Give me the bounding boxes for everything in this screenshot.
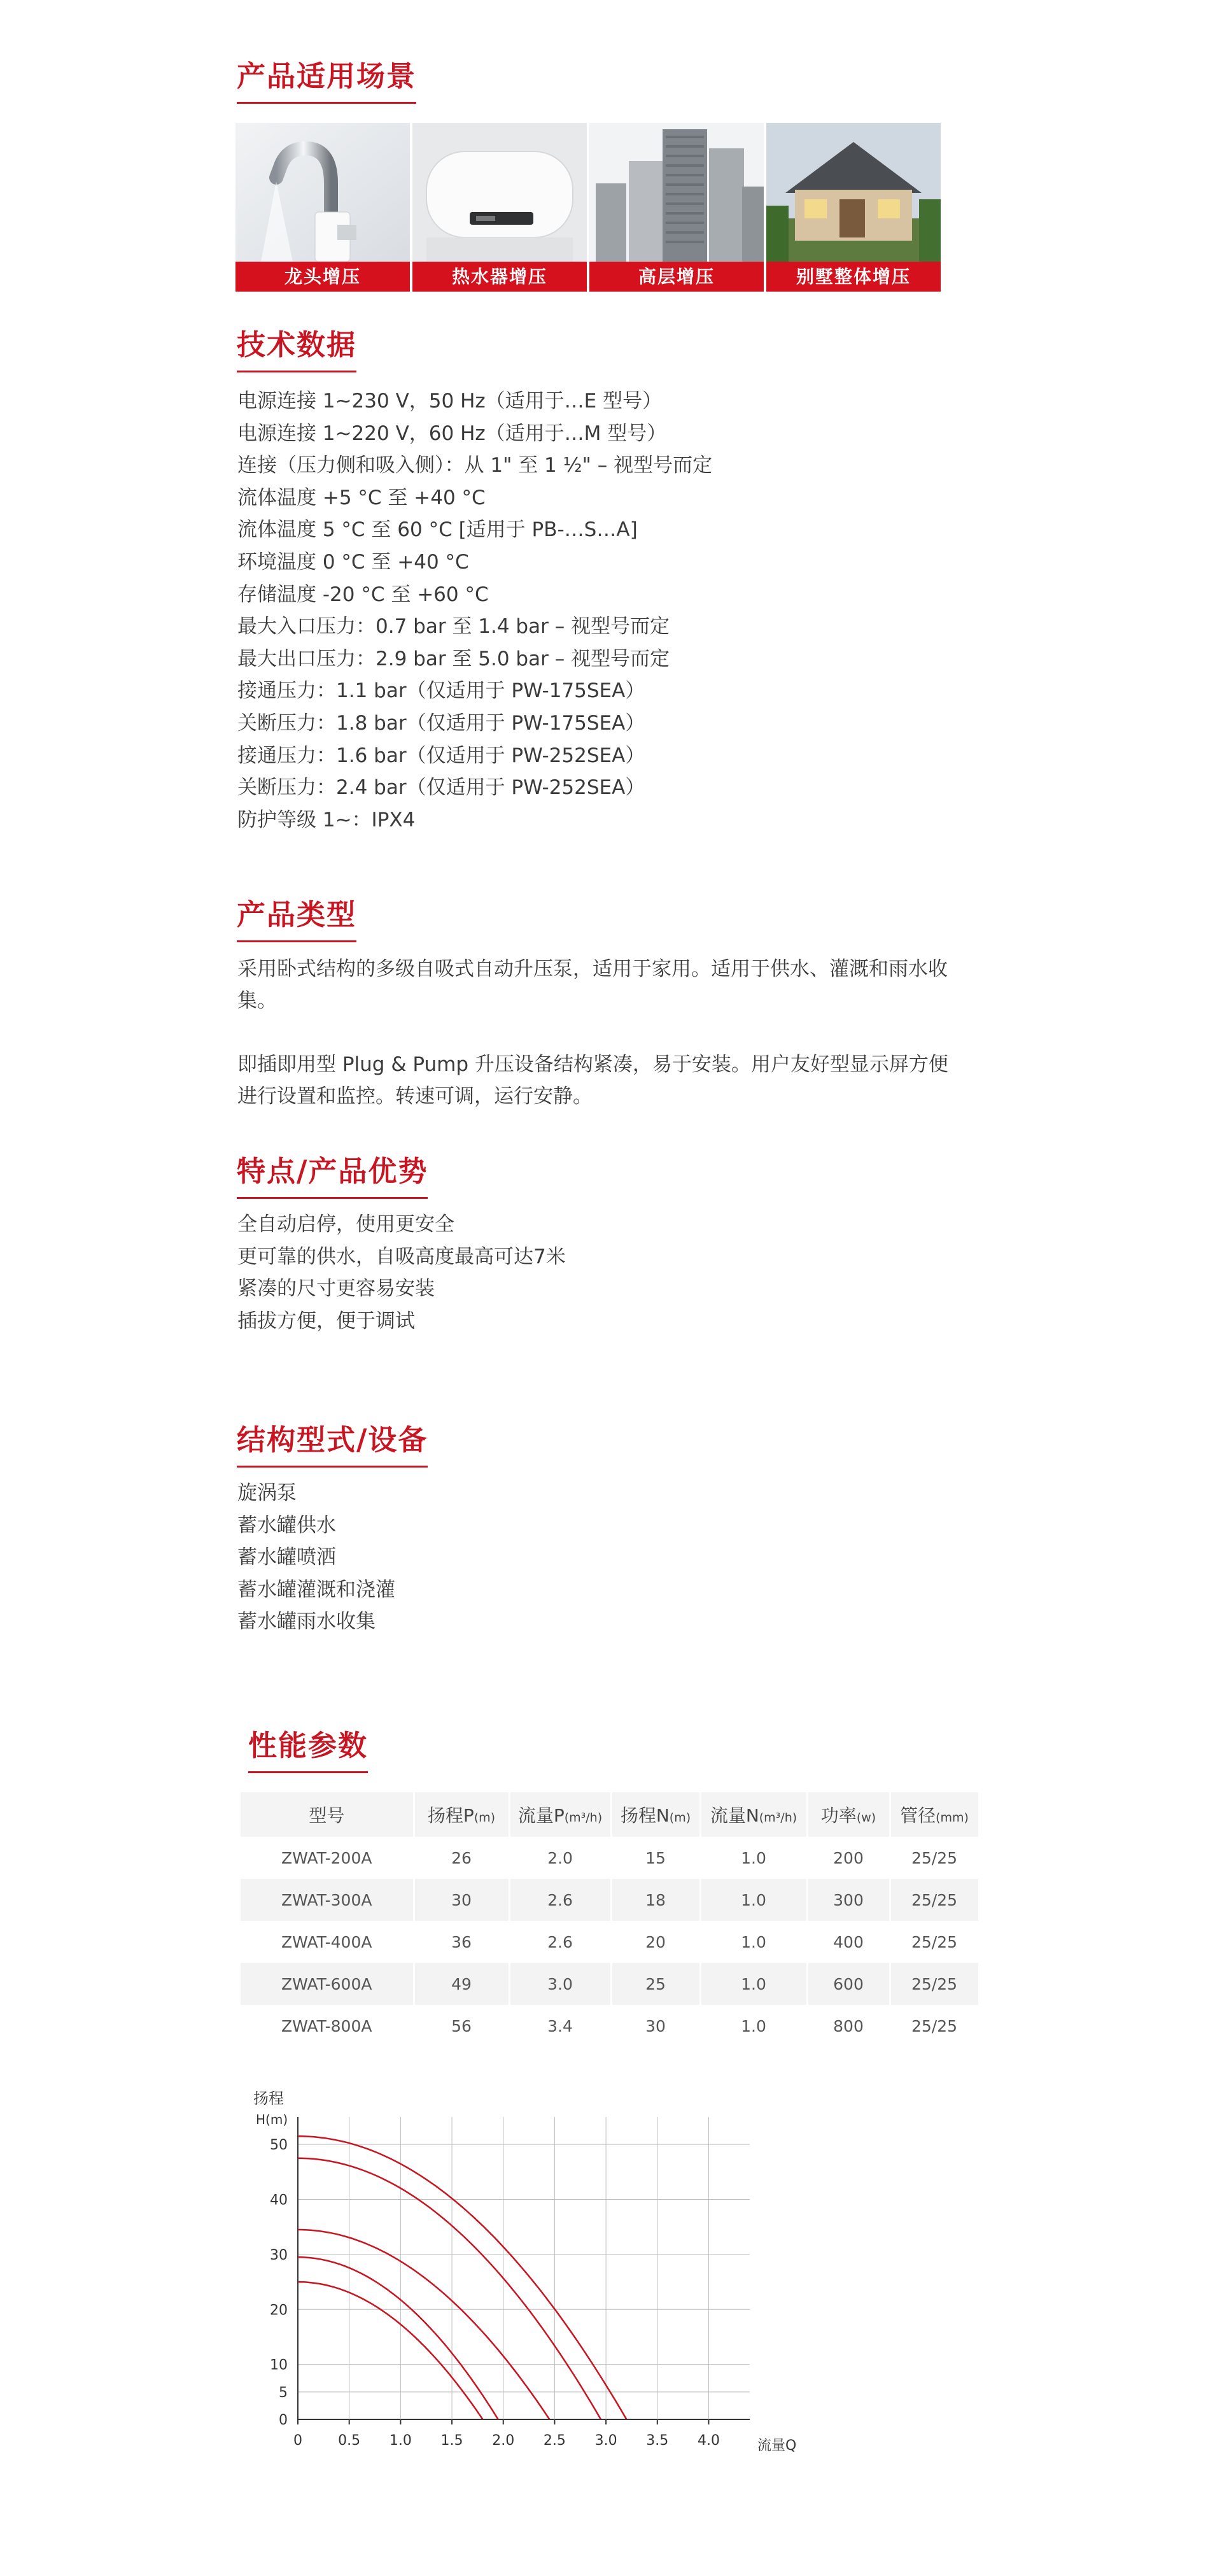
- table-cell: 18: [611, 1879, 700, 1921]
- feature-item: 插拔方便，便于调试: [237, 1309, 415, 1333]
- table-cell: 1.0: [700, 2005, 807, 2047]
- water-heater-photo: [412, 123, 587, 262]
- title-underline: [237, 102, 416, 104]
- title-underline: [237, 371, 356, 372]
- table-cell: 1.0: [700, 1963, 807, 2005]
- feature-item: 全自动启停，使用更安全: [237, 1213, 454, 1236]
- tech-data-line: 电源连接 1~220 V，60 Hz（适用于…M 型号）: [237, 421, 667, 445]
- scene-caption: 别墅整体增压: [766, 262, 941, 292]
- tech-data-line: 最大入口压力：0.7 bar 至 1.4 bar – 视型号而定: [237, 615, 670, 639]
- performance-table: [241, 1792, 980, 2047]
- column-header: 扬程N(m): [611, 1792, 700, 1837]
- table-cell: 1.0: [700, 1837, 807, 1879]
- table-cell: ZWAT-200A: [241, 1837, 414, 1879]
- scene-gallery: [235, 123, 941, 292]
- perf-section-title: [248, 1722, 368, 1773]
- tech-data-line: 连接（压力侧和吸入侧）：从 1" 至 1 ½" – 视型号而定: [237, 454, 713, 478]
- table-cell: 3.4: [509, 2005, 611, 2047]
- tech-data-line: 防护等级 1~：IPX4: [237, 808, 416, 832]
- y-tick-label: 10: [270, 2357, 288, 2374]
- tech-data-line: 流体温度 +5 °C 至 +40 °C: [237, 486, 486, 509]
- y-tick-label: 5: [279, 2384, 288, 2401]
- scene-card-villa: [766, 123, 941, 292]
- x-tick-label: 2.0: [492, 2433, 515, 2449]
- tech-data-line: 电源连接 1~230 V，50 Hz（适用于…E 型号）: [237, 390, 663, 413]
- table-cell: 25/25: [890, 1963, 979, 2005]
- scene-card-high-rise: [589, 123, 764, 292]
- table-row: [241, 1879, 979, 1921]
- table-cell: 800: [807, 2005, 890, 2047]
- title-underline: [237, 940, 356, 942]
- pump-curve-line: [298, 2158, 601, 2419]
- title-underline: [248, 1771, 368, 1773]
- title-underline: [237, 1197, 428, 1199]
- y-tick-label: 50: [270, 2137, 288, 2154]
- table-row: [241, 1837, 979, 1879]
- scene-caption: 高层增压: [589, 262, 764, 292]
- column-header: 型号: [241, 1792, 414, 1837]
- table-row: [241, 1921, 979, 1963]
- chart-curves: [298, 2136, 626, 2419]
- y-tick-label: 30: [270, 2247, 288, 2263]
- y-tick-label: 0: [279, 2412, 288, 2428]
- table-cell: 3.0: [509, 1963, 611, 2005]
- column-header: 扬程P(m): [414, 1792, 509, 1837]
- table-cell: 15: [611, 1837, 700, 1879]
- column-header: 流量P(m³/h): [509, 1792, 611, 1837]
- table-cell: ZWAT-300A: [241, 1879, 414, 1921]
- pump-curve-line: [298, 2282, 483, 2419]
- structure-list: [237, 1477, 395, 1638]
- scenes-title-text: 产品适用场景: [237, 59, 417, 93]
- structure-item: 蓄水罐灌溉和浇灌: [237, 1578, 395, 1601]
- table-cell: 200: [807, 1837, 890, 1879]
- features-title-text: 特点/产品优势: [237, 1154, 428, 1188]
- table-cell: 2.6: [509, 1879, 611, 1921]
- table-cell: 2.0: [509, 1837, 611, 1879]
- table-cell: 1.0: [700, 1921, 807, 1963]
- faucet-photo: [235, 123, 410, 262]
- tech-title-text: 技术数据: [237, 328, 357, 362]
- features-section-title: [237, 1148, 428, 1199]
- x-tick-label: 0: [293, 2433, 302, 2449]
- chart-ticks: [270, 2137, 720, 2449]
- structure-item: 蓄水罐供水: [237, 1513, 336, 1537]
- x-tick-label: 3.0: [594, 2433, 617, 2449]
- perf-title-text: 性能参数: [248, 1729, 369, 1762]
- features-list: [237, 1208, 566, 1337]
- table-cell: ZWAT-600A: [241, 1963, 414, 2005]
- tech-data-line: 接通压力：1.6 bar（仅适用于 PW-252SEA）: [237, 744, 645, 767]
- structure-item: 蓄水罐喷洒: [237, 1546, 336, 1569]
- tech-data-line: 接通压力：1.1 bar（仅适用于 PW-175SEA）: [237, 679, 645, 703]
- scene-caption: 热水器增压: [412, 262, 587, 292]
- y-tick-label: 20: [270, 2302, 288, 2319]
- column-header: 管径(mm): [890, 1792, 979, 1837]
- tech-data-line: 关断压力：2.4 bar（仅适用于 PW-252SEA）: [237, 776, 645, 800]
- x-tick-label: 1.5: [440, 2433, 463, 2449]
- y-tick-label: 40: [270, 2192, 288, 2209]
- table-cell: 30: [611, 2005, 700, 2047]
- table-cell: 56: [414, 2005, 509, 2047]
- scene-caption: 龙头增压: [235, 262, 410, 292]
- table-cell: 600: [807, 1963, 890, 2005]
- tech-data-line: 最大出口压力：2.9 bar 至 5.0 bar – 视型号而定: [237, 647, 670, 670]
- table-cell: 25/25: [890, 2005, 979, 2047]
- table-cell: 26: [414, 1837, 509, 1879]
- table-cell: 20: [611, 1921, 700, 1963]
- feature-item: 紧凑的尺寸更容易安装: [237, 1277, 435, 1301]
- x-tick-label: 3.5: [646, 2433, 669, 2449]
- pump-curve-line: [298, 2136, 626, 2419]
- type-title-text: 产品类型: [237, 898, 357, 931]
- table-cell: ZWAT-800A: [241, 2005, 414, 2047]
- structure-item: 蓄水罐雨水收集: [237, 1610, 376, 1634]
- column-header: 流量N(m³/h): [700, 1792, 807, 1837]
- x-tick-label: 4.0: [697, 2433, 720, 2449]
- pump-curve-line: [298, 2257, 498, 2419]
- table-row: [241, 2005, 979, 2047]
- tech-data-list: [237, 385, 712, 836]
- table-cell: 2.6: [509, 1921, 611, 1963]
- x-tick-label: 1.0: [389, 2433, 412, 2449]
- table-cell: 400: [807, 1921, 890, 1963]
- performance-curve-chart: [242, 2082, 815, 2464]
- scene-card-water-heater: [412, 123, 587, 292]
- column-header: 功率(w): [807, 1792, 890, 1837]
- y-axis-unit-label: H(m): [256, 2112, 288, 2127]
- structure-title-text: 结构型式/设备: [237, 1423, 428, 1457]
- tech-data-line: 关断压力：1.8 bar（仅适用于 PW-175SEA）: [237, 711, 645, 735]
- y-axis-label: 扬程: [253, 2090, 284, 2107]
- structure-section-title: [237, 1417, 428, 1468]
- table-header-row: [241, 1792, 979, 1837]
- table-cell: 25/25: [890, 1837, 979, 1879]
- x-axis-label: 流量Q: [757, 2438, 797, 2454]
- table-cell: 25: [611, 1963, 700, 2005]
- table-cell: 36: [414, 1921, 509, 1963]
- table-cell: 300: [807, 1879, 890, 1921]
- feature-item: 更可靠的供水，自吸高度最高可达7米: [237, 1245, 566, 1268]
- tech-data-line: 环境温度 0 °C 至 +40 °C: [237, 550, 469, 574]
- product-type-paragraph: 即插即用型 Plug & Pump 升压设备结构紧凑，易于安装。用户友好型显示屏方便进行设置和监控。转速可调，运行安静。: [237, 1053, 948, 1108]
- table-cell: 1.0: [700, 1879, 807, 1921]
- table-cell: 30: [414, 1879, 509, 1921]
- table-cell: 49: [414, 1963, 509, 2005]
- high-rise-photo: [589, 123, 764, 262]
- type-section-title: [237, 891, 356, 942]
- scenes-section-title: [237, 53, 416, 104]
- table-cell: 25/25: [890, 1879, 979, 1921]
- table-row: [241, 1963, 979, 2005]
- table-cell: ZWAT-400A: [241, 1921, 414, 1963]
- scene-card-faucet: [235, 123, 410, 292]
- x-tick-label: 2.5: [543, 2433, 566, 2449]
- tech-section-title: [237, 322, 356, 372]
- villa-photo: [766, 123, 941, 262]
- product-type-paragraph: 采用卧式结构的多级自吸式自动升压泵，适用于家用。适用于供水、灌溉和雨水收集。: [237, 958, 948, 1012]
- x-tick-label: 0.5: [338, 2433, 361, 2449]
- title-underline: [237, 1466, 428, 1468]
- structure-item: 旋涡泵: [237, 1482, 297, 1504]
- table-cell: 25/25: [890, 1921, 979, 1963]
- pump-curve-line: [298, 2230, 549, 2419]
- tech-data-line: 流体温度 5 °C 至 60 °C [适用于 PB-…S…A]: [237, 518, 638, 542]
- tech-data-line: 存储温度 -20 °C 至 +60 °C: [237, 583, 489, 606]
